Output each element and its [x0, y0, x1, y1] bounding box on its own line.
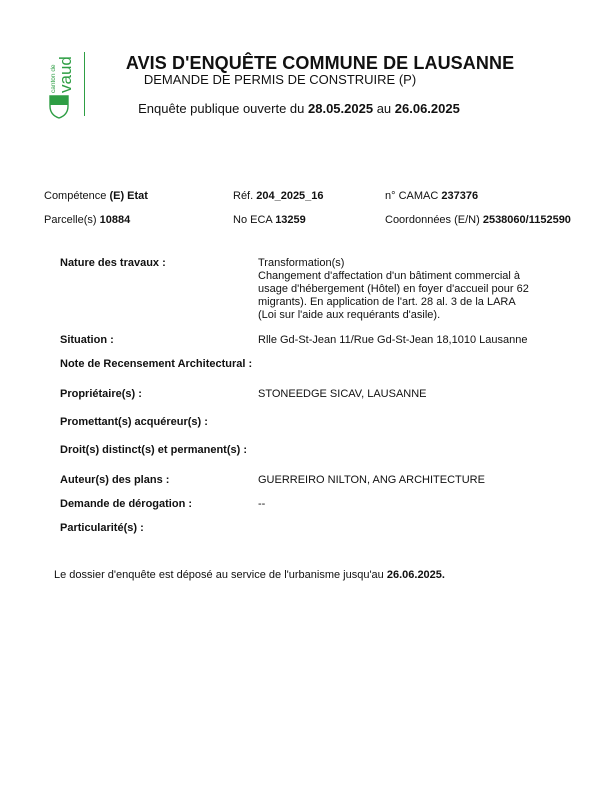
situation-value: Rlle Gd-St-Jean 11/Rue Gd-St-Jean 18,1010 Lausanne — [258, 334, 528, 346]
coordinates-field: Coordonnées (E/N) 2538060/1152590 — [385, 214, 571, 226]
deposit-date: 26.06.2025. — [386, 569, 445, 581]
period-end-date: 26.06.2025 — [394, 101, 460, 116]
enquiry-period: Enquête publique ouverte du 28.05.2025 au 26.06.2025 — [138, 101, 460, 116]
nature-value: Transformation(s) Changement d'affectation d'un bâtiment commercial à usage d'hébergement (Hôtel) en foyer d'accueil pour 62 migrants). En application de l'art. 28 al. 3 de la LARA (Loi sur l'aide aux requérants d'asile). — [258, 257, 529, 321]
proprietaire-label: Propriétaire(s) : — [60, 388, 142, 400]
note-label: Note de Recensement Architectural : — [60, 358, 253, 370]
deposit-note: Le dossier d'enquête est déposé au service de l'urbanisme jusqu'au 26.06.2025. — [54, 569, 445, 581]
reference-field: Réf. 204_2025_16 — [233, 190, 324, 202]
page-subtitle: DEMANDE DE PERMIS DE CONSTRUIRE (P) — [143, 72, 417, 87]
eca-field: No ECA 13259 — [233, 214, 306, 226]
derogation-label: Demande de dérogation : — [60, 498, 193, 510]
proprietaire-value: STONEEDGE SICAV, LAUSANNE — [258, 388, 427, 400]
auteur-value: GUERREIRO NILTON, ANG ARCHITECTURE — [258, 474, 485, 486]
camac-field: n° CAMAC 237376 — [385, 190, 479, 202]
logo-small-text: canton de — [50, 64, 57, 93]
derogation-value: -- — [258, 498, 266, 510]
promettant-label: Promettant(s) acquéreur(s) : — [60, 416, 208, 428]
auteur-label: Auteur(s) des plans : — [60, 474, 170, 486]
particularite-label: Particularité(s) : — [60, 522, 144, 534]
competence-field: Compétence (E) Etat — [44, 190, 148, 202]
logo-big-text: vaud — [56, 56, 75, 93]
droit-label: Droit(s) distinct(s) et permanent(s) : — [60, 444, 248, 456]
period-start-date: 28.05.2025 — [308, 101, 374, 116]
page-title: AVIS D'ENQUÊTE COMMUNE DE LAUSANNE — [125, 53, 515, 73]
parcelle-field: Parcelle(s) 10884 — [44, 214, 131, 226]
nature-label: Nature des travaux : — [60, 257, 166, 269]
situation-label: Situation : — [60, 334, 114, 346]
